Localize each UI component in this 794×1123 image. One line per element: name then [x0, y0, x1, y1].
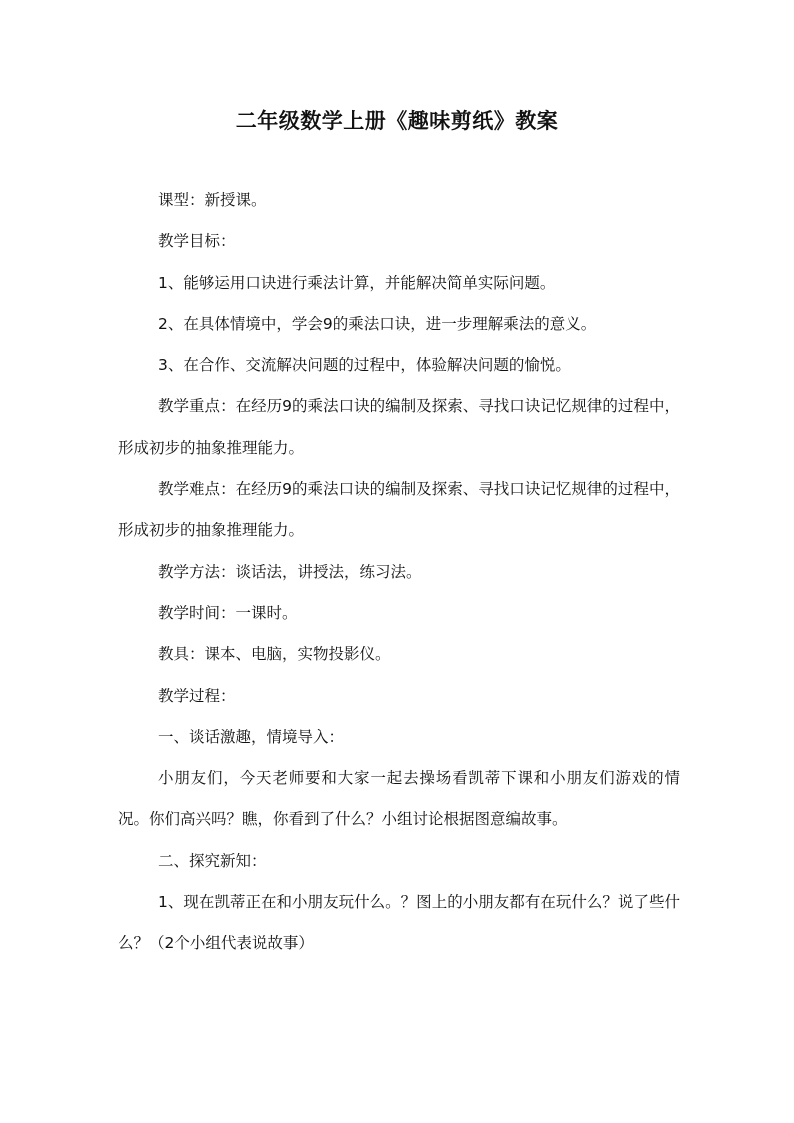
document-body: [118, 180, 680, 965]
paragraph-section-1-heading: 一、谈话激趣，情境导入：: [158, 727, 345, 746]
paragraph-key-points: 教学重点：在经历9的乘法口诀的编制及探索、寻找口诀记忆规律的过程中，形成初步的抽象推理能力。: [118, 397, 680, 457]
paragraph-objective-2: 2、在具体情境中，学会9的乘法口诀，进一步理解乘法的意义。: [158, 314, 597, 333]
paragraph-section-2-item-1: 1、现在凯蒂正在和小朋友玩什么。？图上的小朋友都有在玩什么？说了些什么？（2个小组代表说故事）: [118, 893, 680, 953]
paragraph-tools: 教具：课本、电脑，实物投影仪。: [158, 645, 391, 664]
paragraph-objective-1: 1、能够运用口诀进行乘法计算，并能解决简单实际问题。: [158, 273, 556, 292]
paragraph-time: 教学时间：一课时。: [158, 603, 298, 622]
paragraph-objective-3: 3、在合作、交流解决问题的过程中，体验解决问题的愉悦。: [158, 356, 571, 375]
paragraph-difficulties: 教学难点：在经历9的乘法口诀的编制及探索、寻找口诀记忆规律的过程中，形成初步的抽象推理能力。: [118, 480, 680, 540]
paragraph-objectives-heading: 教学目标：: [158, 232, 236, 251]
paragraph-process-heading: 教学过程：: [158, 686, 236, 705]
document-title: 二年级数学上册《趣味剪纸》教案: [235, 109, 559, 133]
paragraph-section-1-body: 小朋友们，今天老师要和大家一起去操场看凯蒂下课和小朋友们游戏的情况。你们高兴吗？瞧，你看到了什么？小组讨论根据图意编故事。: [118, 769, 680, 829]
paragraph-lesson-type: 课型：新授课。: [158, 191, 267, 209]
paragraph-methods: 教学方法：谈话法，讲授法，练习法。: [158, 562, 422, 581]
paragraph-section-2-heading: 二、探究新知：: [158, 851, 267, 870]
